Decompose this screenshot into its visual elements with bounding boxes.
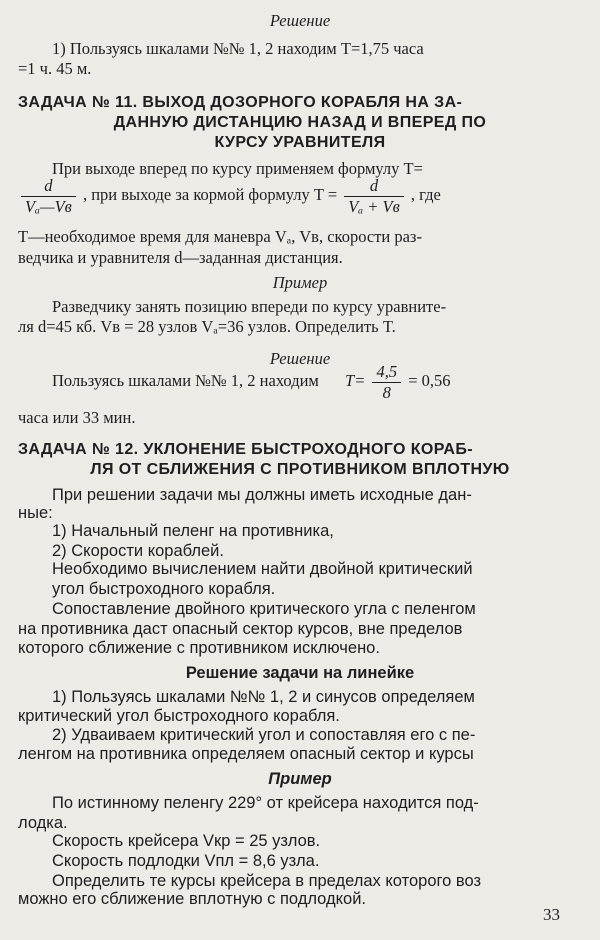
task11-title-line-1: ЗАДАЧА № 11. ВЫХОД ДОЗОРНОГО КОРАБЛЯ НА ЗА- <box>18 94 463 111</box>
task12-body-5: Необходимо вычислением найти двойной критический <box>52 560 473 578</box>
task11-title-line-2: ДАННУЮ ДИСТАНЦИЮ НАЗАД И ВПЕРЕД ПО <box>113 114 487 131</box>
formula-1-den: Vₐ—Vв <box>25 197 72 216</box>
solution-formula-num: 4,5 <box>372 362 401 383</box>
task12-example-6: можно его сближение вплотную с подлодкой. <box>18 890 366 908</box>
task12-example-3: Скорость крейсера Vкр = 25 узлов. <box>52 832 321 850</box>
solution-heading: Решение <box>269 11 331 30</box>
task11-example-1: Разведчику занять позицию впереди по курсу уравните- <box>52 297 447 316</box>
task12-body-1: При решении задачи мы должны иметь исходные дан- <box>52 486 472 504</box>
formula-2 <box>344 176 404 217</box>
formula-1 <box>21 176 76 217</box>
task12-title-line-1: ЗАДАЧА № 12. УКЛОНЕНИЕ БЫСТРОХОДНОГО КОРАБ- <box>18 441 473 458</box>
task12-example-4: Скорость подлодки Vпл = 8,6 узла. <box>52 852 320 870</box>
task11-example-heading: Пример <box>272 273 328 292</box>
formula-1-num: d <box>21 176 76 197</box>
task12-ruler-2: критический угол быстроходного корабля. <box>18 707 340 725</box>
task11-text-between: , при выходе за кормой формулу T = <box>82 185 338 205</box>
task11-text-after: , где <box>410 185 441 205</box>
task11-title-line-3: КУРСУ УРАВНИТЕЛЯ <box>214 134 386 151</box>
task12-body-6: угол быстроходного корабля. <box>52 580 276 598</box>
task12-ruler-3: 2) Удваиваем критический угол и сопоставляя его с пе- <box>52 726 476 744</box>
task12-body-8: на противника даст опасный сектор курсов, вне пределов <box>18 620 463 638</box>
task11-solution-tail: часа или 33 мин. <box>18 408 136 427</box>
task12-ruler-4: ленгом на противника определяем опасный сектор и курсы <box>18 745 474 763</box>
task12-example-heading: Пример <box>268 770 332 788</box>
solution-formula-rhs: = 0,56 <box>408 371 451 391</box>
task11-solution-heading: Решение <box>269 349 331 368</box>
task12-body-4: 2) Скорости кораблей. <box>52 542 224 560</box>
task11-text-3: T—необходимое время для маневра Vₐ, Vв, скорости раз- <box>18 227 422 246</box>
task11-text-1: При выходе вперед по курсу применяем формулу T= <box>52 159 423 178</box>
task12-example-2: лодка. <box>18 814 68 832</box>
solution-formula-den: 8 <box>382 383 391 402</box>
task12-body-9: которого сближение с противником исключено. <box>18 639 380 657</box>
formula-2-den: Vₐ + Vв <box>348 197 400 216</box>
formula-2-num: d <box>344 176 404 197</box>
task12-body-7: Сопоставление двойного критического угла с пеленгом <box>52 600 476 618</box>
task11-text-4: ведчика и уравнителя d—заданная дистанция. <box>18 248 343 267</box>
task12-body-2: ные: <box>18 504 53 522</box>
task12-example-1: По истинному пеленгу 229° от крейсера находится под- <box>52 794 479 812</box>
task12-title-line-2: ЛЯ ОТ СБЛИЖЕНИЯ С ПРОТИВНИКОМ ВПЛОТНУЮ <box>90 461 510 478</box>
solution-line-2: =1 ч. 45 м. <box>18 59 92 78</box>
solution-line-1: 1) Пользуясь шкалами №№ 1, 2 находим T=1,75 часа <box>52 39 424 58</box>
page-number: 33 <box>543 905 560 924</box>
solution-formula <box>372 362 401 403</box>
task11-solution-row <box>52 362 451 408</box>
task12-example-5: Определить те курсы крейсера в пределах которого воз <box>52 872 482 890</box>
task11-solution-text: Пользуясь шкалами №№ 1, 2 находим <box>52 371 319 391</box>
solution-formula-lhs: T= <box>345 371 366 391</box>
task11-formula-row <box>18 176 441 224</box>
task11-example-2: ля d=45 кб. Vв = 28 узлов Vₐ=36 узлов. Определить T. <box>18 317 396 336</box>
task12-ruler-heading: Решение задачи на линейке <box>185 664 415 682</box>
task12-body-3: 1) Начальный пеленг на противника, <box>52 522 334 540</box>
task12-ruler-1: 1) Пользуясь шкалами №№ 1, 2 и синусов определяем <box>52 688 475 706</box>
